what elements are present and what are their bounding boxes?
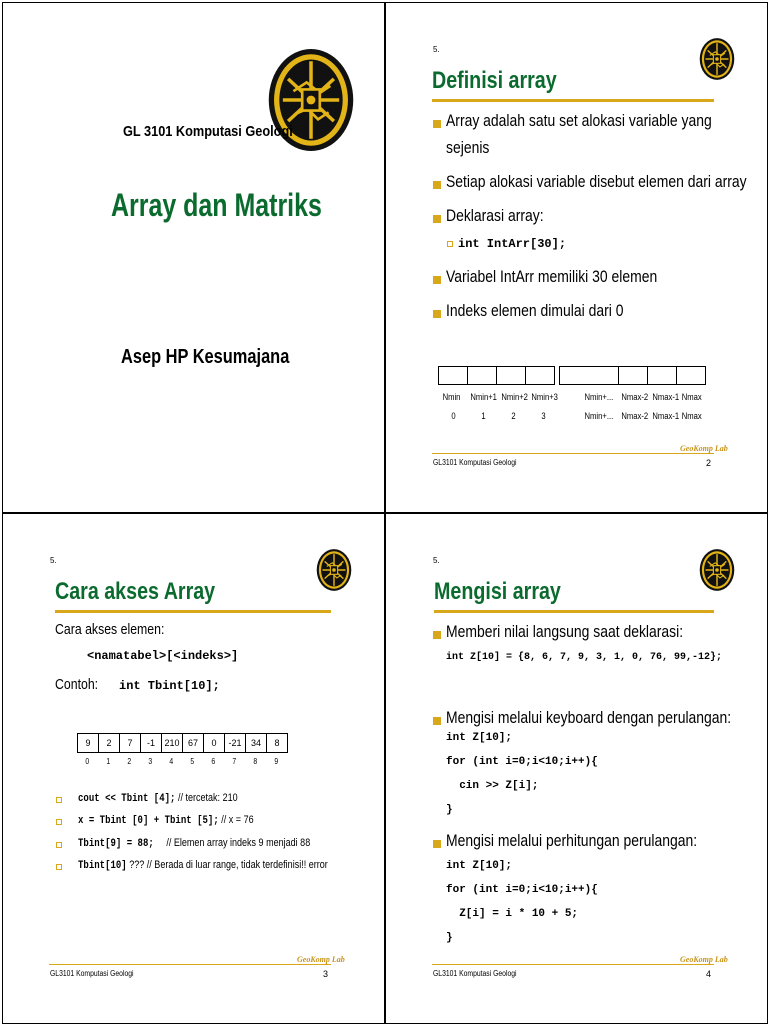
index-number: 3 — [541, 411, 546, 421]
sub-bullet-icon — [56, 842, 62, 848]
footer-divider — [432, 964, 714, 965]
example-code: x = Tbint [0] + Tbint [5]; — [78, 815, 219, 827]
example-line — [78, 792, 238, 805]
array-cell — [438, 366, 468, 385]
bullet-icon — [433, 181, 441, 189]
example-code: int Tbint[10]; — [119, 679, 220, 693]
index-number: 1 — [481, 411, 486, 421]
footer-course: GL3101 Komputasi Geologi — [50, 969, 134, 978]
slide-title: Definisi array — [432, 67, 557, 94]
presentation-title: Array dan Matriks — [111, 187, 322, 223]
lab-logo: GeoKomp Lab — [680, 444, 728, 453]
slide-3 — [2, 513, 385, 1024]
code-line: } — [446, 932, 453, 944]
footer-divider — [49, 964, 331, 965]
index-number: 0 — [451, 411, 456, 421]
bullet-icon — [433, 631, 441, 639]
slide-number-label: 5. — [50, 556, 57, 565]
slide-4 — [385, 513, 768, 1024]
index-number: Nmax-1 — [652, 411, 680, 421]
array-index-label: 7 — [232, 757, 237, 766]
code-line: Z[i] = i * 10 + 5; — [446, 908, 579, 920]
sub-bullet-icon — [56, 864, 62, 870]
access-syntax: <namatabel>[<indeks>] — [87, 649, 239, 663]
code-line: for (int i=0;i<10;i++){ — [446, 756, 598, 768]
example-line — [78, 814, 254, 827]
index-number: Nmax-2 — [621, 411, 649, 421]
index-label: Nmax-2 — [621, 392, 649, 402]
array-cell — [676, 366, 706, 385]
bullet-text: Indeks elemen dimulai dari 0 — [446, 301, 624, 320]
itb-logo-icon — [316, 548, 352, 592]
footer-course: GL3101 Komputasi Geologi — [433, 969, 517, 978]
example-comment: // x = 76 — [221, 814, 254, 826]
array-index-label: 0 — [85, 757, 90, 766]
itb-logo-icon — [699, 37, 735, 81]
sub-bullet-icon — [447, 241, 453, 247]
code-line: for (int i=0;i<10;i++){ — [446, 884, 598, 896]
array-cell: 9 — [77, 733, 99, 753]
array-cell: 0 — [203, 733, 225, 753]
array-cell: -21 — [224, 733, 246, 753]
array-cell: -1 — [140, 733, 162, 753]
page-number: 3 — [323, 969, 329, 979]
bullet-text: Array adalah satu set alokasi variable yang — [446, 111, 712, 130]
index-label: Nmin+2 — [501, 392, 528, 402]
index-number: Nmax — [681, 411, 702, 421]
slide-number-label: 5. — [433, 556, 440, 565]
array-index-label: 8 — [253, 757, 258, 766]
bullet-text: Deklarasi array: — [446, 206, 544, 225]
slide-2 — [385, 2, 768, 513]
index-number: Nmin+... — [584, 411, 614, 421]
title-divider — [434, 610, 714, 613]
bullet-icon — [433, 310, 441, 318]
bullet-icon — [433, 840, 441, 848]
slide-number-label: 5. — [433, 45, 440, 54]
bullet-icon — [433, 215, 441, 223]
bullet-text: Setiap alokasi variable disebut elemen dari array — [446, 172, 747, 191]
bullet-text: Mengisi melalui perhitungan perulangan: — [446, 831, 698, 850]
code-line: } — [446, 804, 453, 816]
code-line: int Z[10] = {8, 6, 7, 9, 3, 1, 0, 76, 99,-12}; — [446, 652, 723, 663]
access-label: Cara akses elemen: — [55, 621, 165, 638]
index-label: Nmax — [681, 392, 702, 402]
bullet-text: sejenis — [446, 138, 490, 157]
example-label: Contoh: — [55, 676, 99, 693]
bullet-text: Variabel IntArr memiliki 30 elemen — [446, 267, 658, 286]
bullet-text: Mengisi melalui keyboard dengan perulangan: — [446, 708, 732, 727]
array-cell: 67 — [182, 733, 204, 753]
lab-logo: GeoKomp Lab — [680, 955, 728, 964]
bullet-icon — [433, 717, 441, 725]
array-cell — [467, 366, 497, 385]
array-cell: 8 — [266, 733, 288, 753]
array-cell — [525, 366, 555, 385]
index-label: Nmin+1 — [470, 392, 497, 402]
array-index-label: 4 — [169, 757, 174, 766]
array-cell — [496, 366, 526, 385]
course-name: GL 3101 Komputasi Geologi — [123, 123, 293, 140]
index-label: Nmin+3 — [531, 392, 558, 402]
array-index-label: 9 — [274, 757, 279, 766]
array-cell — [647, 366, 677, 385]
example-comment: // Elemen array indeks 9 menjadi 88 — [166, 837, 311, 849]
example-line — [78, 837, 310, 850]
array-cell: 34 — [245, 733, 267, 753]
index-number: 2 — [511, 411, 516, 421]
sub-bullet-icon — [56, 819, 62, 825]
page-number: 2 — [706, 458, 712, 468]
bullet-icon — [433, 276, 441, 284]
index-label: Nmax-1 — [652, 392, 680, 402]
code-declaration: int IntArr[30]; — [458, 237, 567, 251]
code-line: int Z[10]; — [446, 732, 513, 744]
array-cell: 2 — [98, 733, 120, 753]
bullet-icon — [433, 120, 441, 128]
footer-course: GL3101 Komputasi Geologi — [433, 458, 517, 467]
example-code: Tbint[9] = 88; — [78, 838, 154, 850]
example-comment: // tercetak: 210 — [177, 792, 238, 804]
slide-title: Cara akses Array — [55, 578, 216, 605]
index-label: Nmin+... — [584, 392, 614, 402]
example-code: cout << Tbint [4]; — [78, 793, 176, 805]
code-line: cin >> Z[i]; — [446, 780, 539, 792]
example-line — [78, 859, 328, 872]
array-cell: 7 — [119, 733, 141, 753]
itb-logo-icon — [699, 548, 735, 592]
array-index-label: 6 — [211, 757, 216, 766]
index-label: Nmin — [442, 392, 461, 402]
footer-divider — [432, 453, 714, 454]
array-cell: 210 — [161, 733, 183, 753]
author-name: Asep HP Kesumajana — [121, 346, 290, 368]
example-code: Tbint[10] — [78, 860, 127, 872]
itb-logo-icon — [267, 35, 355, 165]
lab-logo: GeoKomp Lab — [297, 955, 345, 964]
title-divider — [55, 610, 331, 613]
example-comment: ??? // Berada di luar range, tidak terdefinisi!! error — [129, 859, 328, 871]
bullet-text: Memberi nilai langsung saat deklarasi: — [446, 622, 684, 641]
array-index-label: 3 — [148, 757, 153, 766]
array-cell — [618, 366, 648, 385]
code-line: int Z[10]; — [446, 860, 513, 872]
sub-bullet-icon — [56, 797, 62, 803]
array-index-label: 5 — [190, 757, 195, 766]
slide-title: Mengisi array — [434, 578, 561, 605]
slide-1 — [2, 2, 385, 513]
array-index-label: 1 — [106, 757, 111, 766]
array-index-label: 2 — [127, 757, 132, 766]
array-cell — [559, 366, 619, 385]
page-number: 4 — [706, 969, 712, 979]
title-divider — [432, 99, 714, 102]
